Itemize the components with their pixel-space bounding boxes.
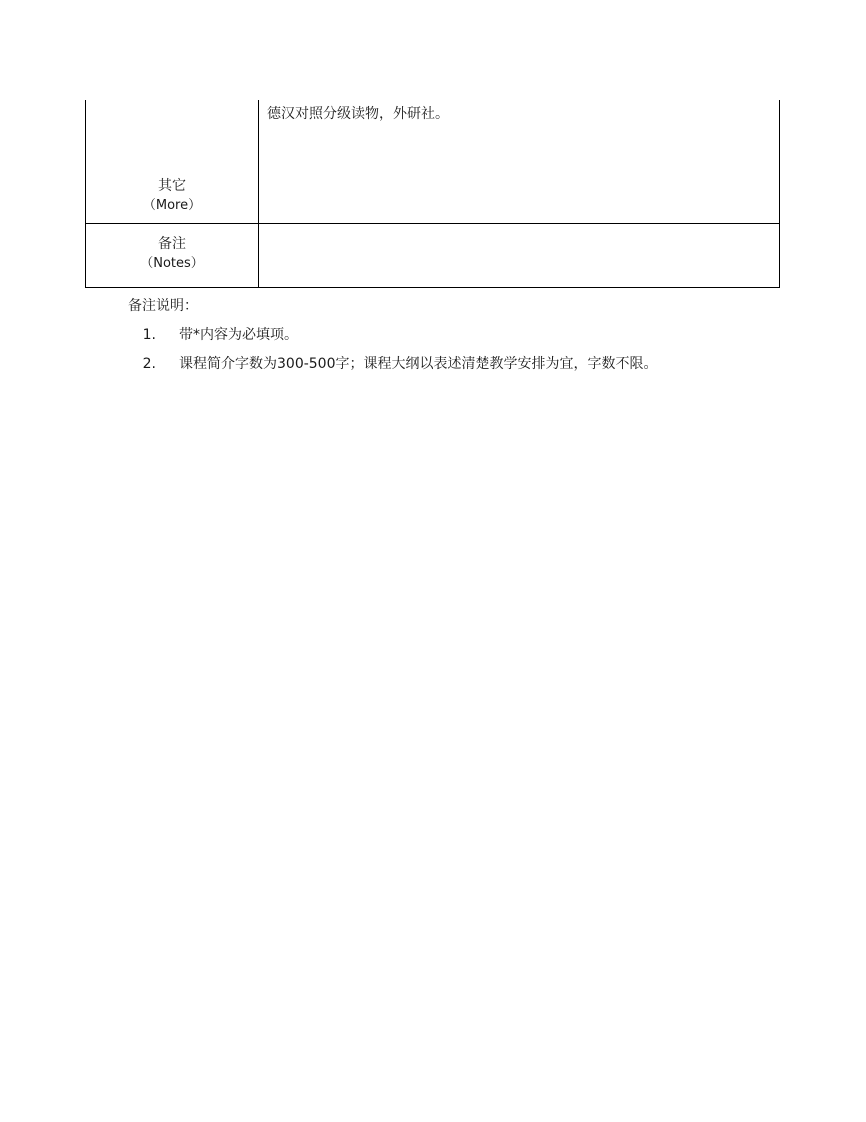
remark-text: 带*内容为必填项。: [179, 327, 298, 343]
course-form-table: [85, 100, 780, 288]
more-content-cell: 德汉对照分级读物，外研社。: [259, 100, 780, 224]
remark-number: 2.: [142, 356, 156, 372]
notes-label-cell: [86, 224, 259, 288]
more-label-en: （More）: [142, 198, 202, 213]
remark-item: [128, 325, 658, 345]
more-label-zh: 其它: [158, 178, 186, 194]
remark-item: [128, 354, 658, 374]
remark-number: 1.: [142, 327, 156, 343]
remarks-section: [128, 296, 658, 383]
notes-row: [86, 224, 780, 288]
notes-label-en: （Notes）: [140, 256, 204, 271]
more-label-cell: [86, 100, 259, 224]
notes-label-zh: 备注: [158, 236, 186, 252]
remarks-list: [128, 325, 658, 374]
remark-text: 课程简介字数为300-500字；课程大纲以表述清楚教学安排为宜，字数不限。: [179, 356, 658, 372]
more-row: [86, 100, 780, 224]
remarks-title: 备注说明：: [128, 298, 198, 314]
notes-content-cell: [259, 224, 780, 288]
